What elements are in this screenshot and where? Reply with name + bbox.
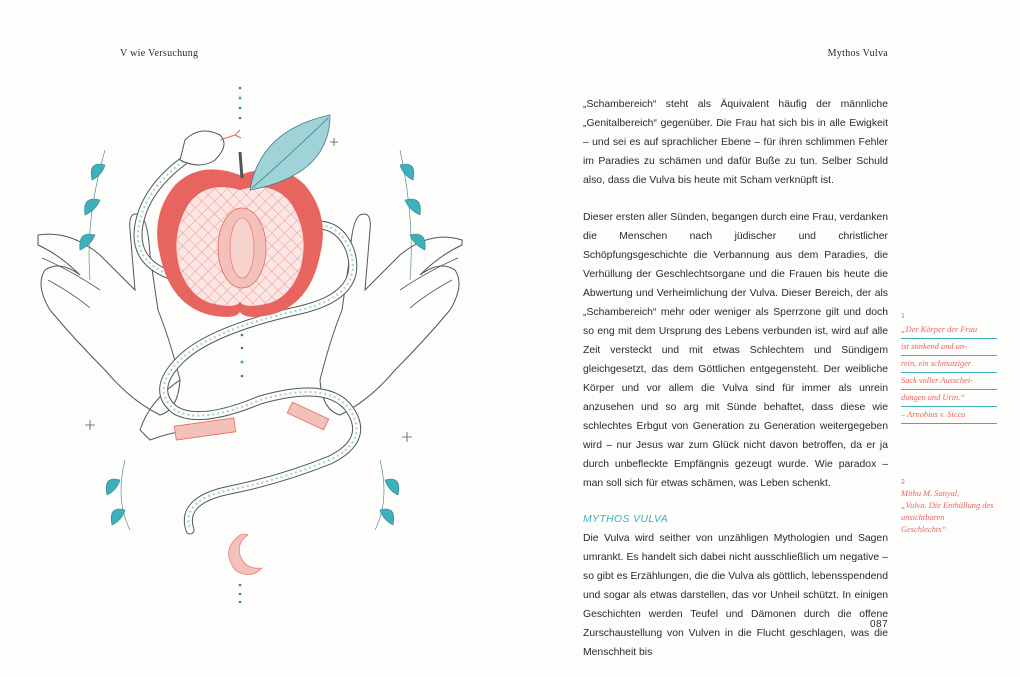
crescent-moon <box>229 534 262 575</box>
running-header-left: V wie Versuchung <box>120 48 199 59</box>
dotted-line-middle <box>241 334 244 378</box>
source-line: „Vulva. Die Enthüllung des <box>901 501 994 510</box>
paragraph: „Schambereich“ steht als Äquivalent häufig der männliche „Genitalbereich“ gegenüber. Die Frau hat sich bis in alle Ewigkeit – und sei es auf sprachlicher Ebene – für ihren schlimmen Fehler im Paradies zu schämen und dafür Buße zu tun. Selber Schuld also, dass die Vulva bis heute mit Scham verknüpft ist. <box>583 99 888 186</box>
source-line: unsichtbaren <box>901 513 945 522</box>
right-hand <box>320 214 462 415</box>
source-line: Geschlechts“ <box>901 525 947 534</box>
body-text-column <box>583 95 888 662</box>
quote-line: „Der Körper der Frau <box>901 322 997 339</box>
section-heading: MYTHOS VULVA <box>583 514 669 525</box>
page-number: 087 <box>870 619 889 630</box>
snake-head <box>180 131 224 165</box>
source-marker: 2 <box>901 479 905 486</box>
marginal-source <box>901 478 1001 536</box>
quote-line: Sack voller Ausschei- <box>901 373 997 390</box>
source-line: Mithu M. Sanyal, <box>901 489 960 498</box>
apple-snake-illustration <box>30 80 470 610</box>
paragraph: Die Vulva wird seither von unzähligen Mythologien und Sagen umrankt. Es handelt sich dabei nicht ausschließlich um negative – so gibt es Erzählungen, die die Vulva als göttlich, lebensspendend und sogar als etwas darstellen, das vor Unheil schützt. In einigen Geschichten werden Teufel und Dämonen durch die offene Zurschaustellung von Vulven in die Flucht geschlagen, was die Menschheit bis <box>583 533 888 658</box>
marginal-quote <box>901 312 997 424</box>
dotted-line-bottom <box>239 584 242 604</box>
quote-line: ist stinkend und un- <box>901 339 997 356</box>
quote-attribution: – Arnobius v. Sicca <box>901 407 997 424</box>
quote-line: rein, ein schmutziger <box>901 356 997 373</box>
quote-line: dungen und Urin.“ <box>901 390 997 407</box>
dotted-line-top <box>239 87 242 120</box>
paragraph: Dieser ersten aller Sünden, begangen durch eine Frau, verdanken die Menschen nach jüdischer und christlicher Schöpfungsgeschichte die Verbannung aus dem Paradies, die Verhüllung der Geschlechtsorgane und die Frauen bis heute die Abwertung und Verheimlichung der Vulva. Dieser Bereich, der als „Schambereich“ mehr oder weniger als Sperrzone gilt und doch so eng mit dem Ursprung des Lebens verbunden ist, wird auf alle Zeit versteckt und mit etwas Schlechtem und Sündigem gleichgesetzt, das dem Göttlichen entgegensteht. Der weibliche Körper und vor allem die Vulva sind für immer als unrein anzusehen und so arg mit Sünde behaftet, dass diese wie schlechtes Erbgut von Generation zu Generation weitergegeben wird – nur Jesus war zum Glück nicht davon betroffen, da er ja durch unbefleckte Empfängnis gezeugt wurde. Wie paradox – man soll sich für etwas schämen, was Leben schenkt. <box>583 212 888 489</box>
running-header-right: Mythos Vulva <box>827 48 888 59</box>
quote-marker: 1 <box>901 313 905 320</box>
